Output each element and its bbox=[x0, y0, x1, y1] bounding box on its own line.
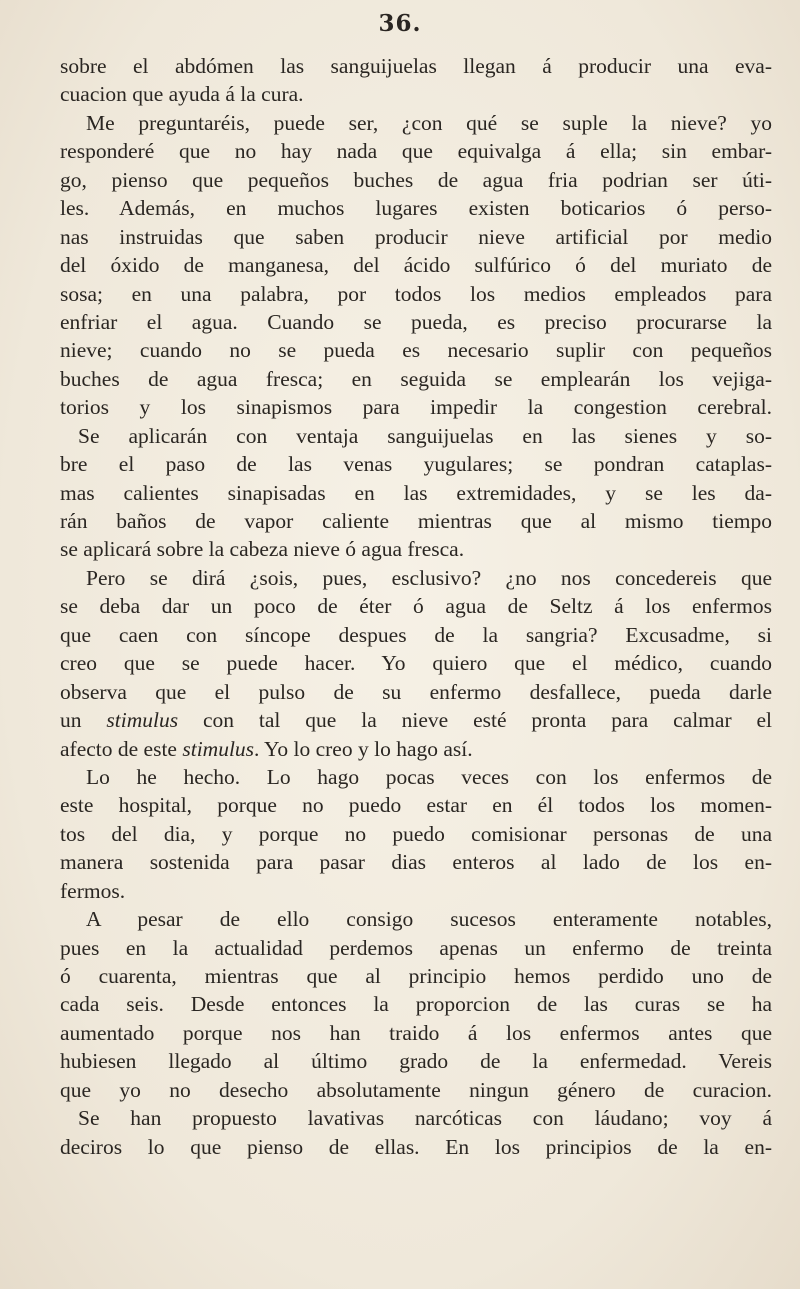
text-line: creo que se puede hacer. Yo quiero que el médico, cuando bbox=[60, 651, 772, 676]
text-line: nieve; cuando no se pueda es necesario suplir con pequeños bbox=[60, 338, 772, 363]
text-line: un stimulus con tal que la nieve esté pronta para calmar el bbox=[60, 708, 772, 733]
text-line: se aplicará sobre la cabeza nieve ó agua fresca. bbox=[60, 537, 465, 562]
text-line: manera sostenida para pasar dias enteros al lado de los en- bbox=[60, 850, 772, 875]
text-line: Lo he hecho. Lo hago pocas veces con los enfermos de bbox=[86, 764, 772, 789]
text-line: sobre el abdómen las sanguijuelas llegan á producir una eva- bbox=[60, 54, 772, 78]
text-line: nas instruidas que saben producir nieve artificial por medio bbox=[60, 224, 772, 249]
text-line: fermos. bbox=[60, 878, 126, 903]
text-line: cuacion que ayuda á la cura. bbox=[60, 82, 304, 107]
paragraph-4 bbox=[60, 763, 772, 905]
text-line: responderé que no hay nada que equivalga á ella; sin embar- bbox=[60, 139, 772, 164]
text-line: sosa; en una palabra, por todos los medios empleados para bbox=[60, 281, 772, 306]
page-number: 36. bbox=[378, 10, 422, 37]
text-line: Pero se dirá ¿sois, pues, esclusivo? ¿no nos concedereis que bbox=[86, 565, 772, 590]
paragraph-2 bbox=[60, 109, 772, 564]
text-line: este hospital, porque no puedo estar en él todos los momen- bbox=[60, 793, 772, 818]
text-line: que yo no desecho absolutamente ningun género de curacion. bbox=[60, 1077, 772, 1102]
paragraph-5 bbox=[60, 905, 772, 1161]
text-line: ó cuarenta, mientras que al principio hemos perdido uno de bbox=[60, 964, 772, 988]
text-line: go, pienso que pequeños buches de agua fria podrian ser úti- bbox=[60, 167, 772, 192]
text-line: observa que el pulso de su enfermo desfallece, pueda darle bbox=[60, 679, 772, 704]
paragraph-1 bbox=[60, 52, 772, 109]
body-text bbox=[60, 52, 772, 1161]
text-line: cada seis. Desde entonces la proporcion de las curas se ha bbox=[60, 992, 772, 1017]
paragraph-3 bbox=[60, 564, 772, 763]
text-line: se deba dar un poco de éter ó agua de Seltz á los enfermos bbox=[60, 594, 772, 619]
text-line: deciros lo que pienso de ellas. En los principios de la en- bbox=[60, 1134, 772, 1159]
text-line: que caen con síncope despues de la sangria? Excusadme, si bbox=[60, 622, 772, 647]
text-line: afecto de este stimulus. Yo lo creo y lo hago así. bbox=[60, 736, 473, 761]
text-line: bre el paso de las venas yugulares; se pondran cataplas- bbox=[60, 452, 772, 477]
text-line: les. Además, en muchos lugares existen boticarios ó perso- bbox=[60, 196, 772, 221]
text-line: tos del dia, y porque no puedo comisionar personas de una bbox=[60, 821, 772, 846]
text-line: Me preguntaréis, puede ser, ¿con qué se suple la nieve? yo bbox=[86, 110, 772, 135]
text-line: torios y los sinapismos para impedir la congestion cerebral. bbox=[60, 395, 772, 420]
text-line: rán baños de vapor caliente mientras que al mismo tiempo bbox=[60, 509, 772, 533]
text-line: Se aplicarán con ventaja sanguijuelas en las sienes y so- bbox=[78, 423, 772, 448]
text-line: del óxido de manganesa, del ácido sulfúrico ó del muriato de bbox=[60, 253, 772, 278]
text-line: enfriar el agua. Cuando se pueda, es preciso procurarse la bbox=[60, 309, 772, 334]
text-line: mas calientes sinapisadas en las extremidades, y se les da- bbox=[60, 480, 772, 505]
text-line: buches de agua fresca; en seguida se emplearán los vejiga- bbox=[60, 366, 772, 391]
text-line: aumentado porque nos han traido á los enfermos antes que bbox=[60, 1020, 772, 1045]
text-line: A pesar de ello consigo sucesos enteramente notables, bbox=[86, 907, 772, 932]
text-line: Se han propuesto lavativas narcóticas con láudano; voy á bbox=[78, 1106, 772, 1131]
text-line: pues en la actualidad perdemos apenas un enfermo de treinta bbox=[60, 935, 772, 960]
text-line: hubiesen llegado al último grado de la enfermedad. Vereis bbox=[60, 1049, 772, 1074]
